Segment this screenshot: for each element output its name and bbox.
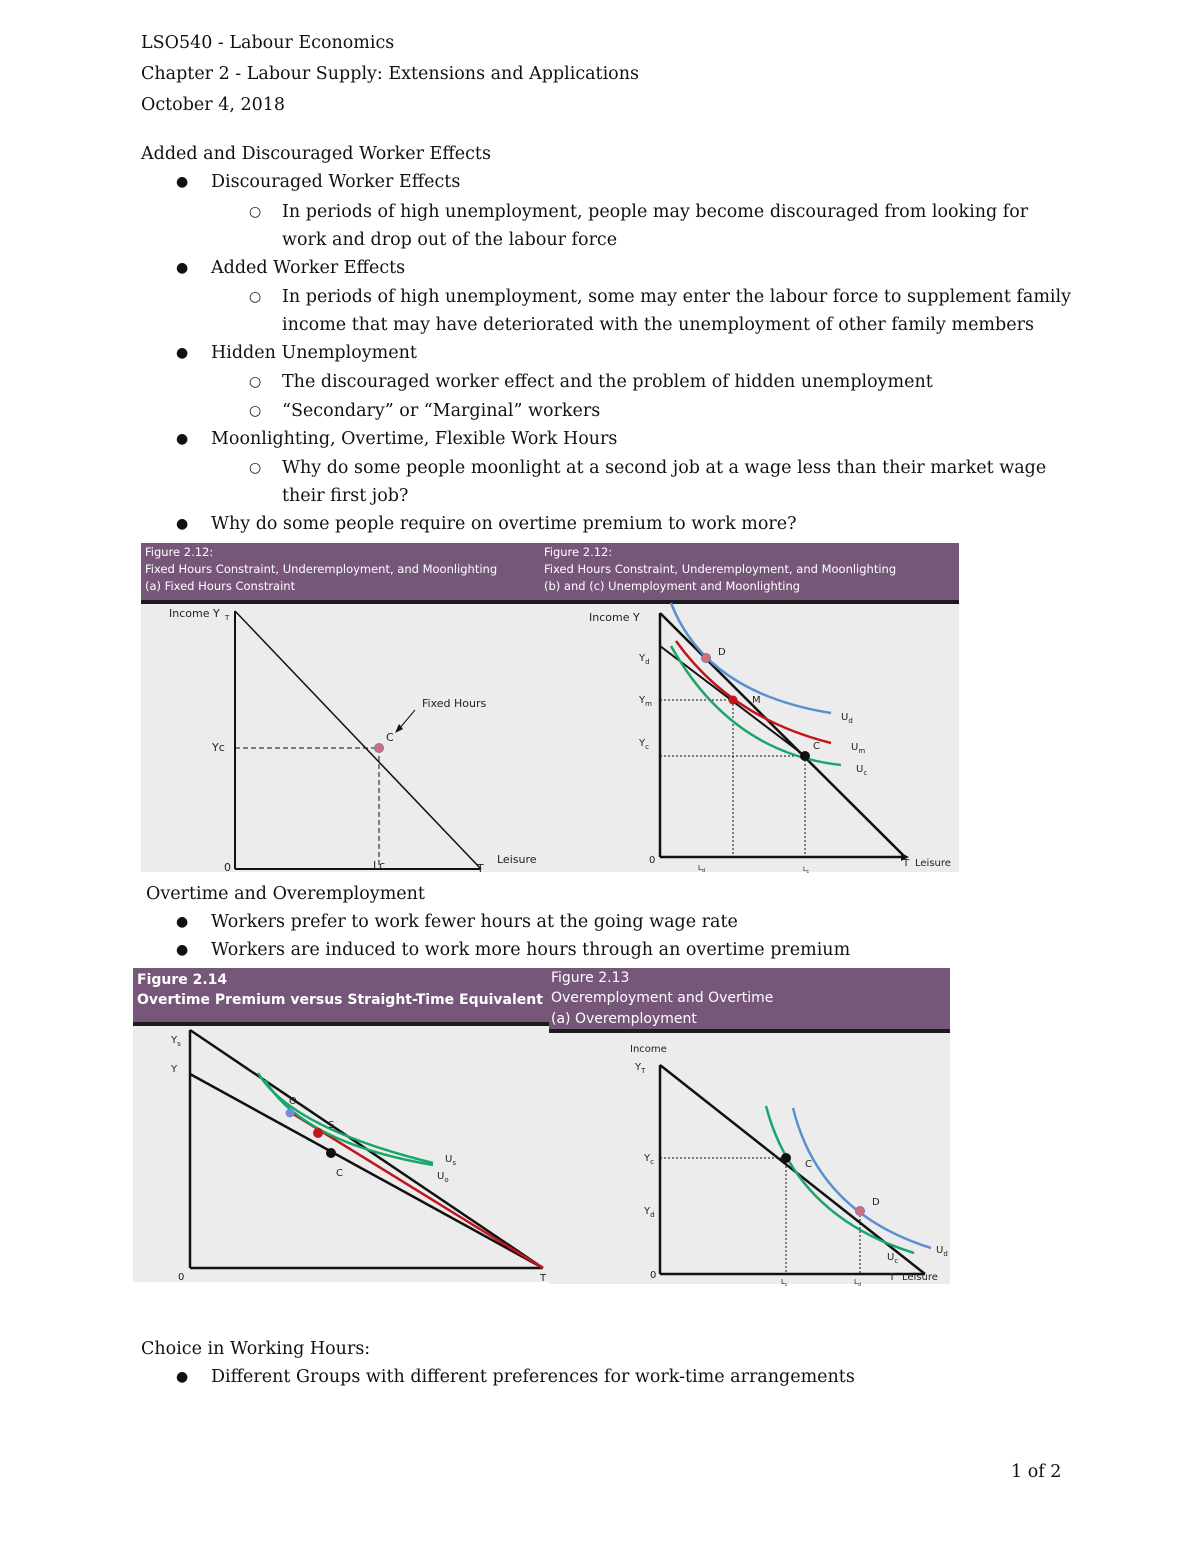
section-title: Added and Discouraged Worker Effects — [141, 144, 491, 164]
point-o — [286, 1109, 295, 1118]
sub-bullet-circle: ○ — [249, 204, 262, 220]
curve-label — [437, 1171, 449, 1184]
tick-label: Yc — [212, 741, 225, 754]
curve-symbol: U — [887, 1252, 895, 1263]
curve-label — [936, 1245, 948, 1258]
bullet-dot: ● — [176, 431, 189, 447]
bullet-item: Moonlighting, Overtime, Flexible Work Hours — [211, 429, 618, 449]
axis-label: Income Y — [169, 607, 220, 620]
tick-subscript: s — [177, 1040, 181, 1048]
curve-subscript: d — [943, 1250, 948, 1258]
budget-line — [660, 613, 905, 857]
curve-symbol: U — [841, 712, 849, 723]
tick-symbol: Y — [639, 695, 646, 706]
tick-symbol: Y — [644, 1206, 651, 1217]
annotation-label: Fixed Hours — [422, 697, 487, 710]
tick-label — [854, 1278, 861, 1288]
tick-label: T — [477, 862, 484, 875]
tick-symbol: Y — [171, 1035, 178, 1046]
curve-subscript: c — [863, 769, 868, 777]
curve-symbol: U — [856, 764, 864, 775]
sub-bullet-text: In periods of high unemployment, some may enter the labour force to supplement family — [282, 287, 1072, 307]
bullet-dot: ● — [176, 1369, 189, 1385]
tick-subscript: m — [645, 700, 652, 708]
sub-bullet-text: “Secondary” or “Marginal” workers — [282, 401, 601, 421]
figure-subtitle: (b) and (c) Unemployment and Moonlighting — [544, 579, 801, 593]
figure-2-13-graph — [549, 968, 950, 1288]
document-date: October 4, 2018 — [141, 95, 285, 115]
point-label: C — [336, 1168, 343, 1179]
tick-label — [643, 1206, 655, 1219]
tick-label: T — [540, 1273, 547, 1284]
bullet-item: Workers prefer to work fewer hours at the going wage rate — [211, 912, 738, 932]
point-d — [856, 1207, 865, 1216]
bullet-item: Hidden Unemployment — [211, 343, 417, 363]
indifference-curve-ud — [793, 1108, 931, 1248]
curve-symbol: U — [437, 1171, 445, 1182]
curve-symbol: U — [851, 742, 859, 753]
bullet-item: Added Worker Effects — [211, 258, 406, 278]
axis-label-subscript: T — [225, 614, 230, 622]
figure-2-12bc-graph — [541, 543, 959, 875]
curve-symbol: U — [936, 1245, 944, 1256]
tick-subscript: d — [650, 1211, 655, 1219]
tick-subscript: c — [784, 1282, 788, 1288]
point-label: C — [805, 1159, 812, 1170]
tick-symbol: L — [698, 864, 702, 872]
curve-label — [445, 1154, 456, 1167]
figure-title: Overemployment and Overtime — [551, 990, 774, 1006]
tick-symbol: Y — [639, 738, 646, 749]
page-number: 1 of 2 — [1011, 1462, 1062, 1482]
point-s — [313, 1128, 323, 1138]
point-c — [800, 751, 810, 761]
bullet-dot: ● — [176, 516, 189, 532]
sub-bullet-text: The discouraged worker effect and the problem of hidden unemployment — [282, 372, 933, 392]
point-label: O — [289, 1096, 297, 1107]
point-m — [729, 696, 738, 705]
tick-label — [643, 1153, 654, 1166]
figure-2-12a — [141, 543, 541, 875]
axis-label: Leisure — [902, 1272, 938, 1283]
curve-label — [841, 712, 853, 725]
bullet-item: Different Groups with different preferences for work-time arrangements — [211, 1367, 855, 1387]
tick-label — [170, 1035, 181, 1048]
sub-bullet-text: Why do some people moonlight at a second job at a wage less than their market wage — [282, 458, 1047, 478]
tick-subscript: d — [701, 868, 706, 874]
origin-label: 0 — [650, 1270, 657, 1281]
curve-label — [856, 764, 867, 777]
bullet-dot: ● — [176, 942, 189, 958]
chapter-title: Chapter 2 - Labour Supply: Extensions and Applications — [141, 64, 639, 84]
tick-symbol: Y — [639, 653, 646, 664]
point-label: S — [328, 1120, 335, 1131]
indifference-curve-ud — [671, 603, 831, 713]
curve-subscript: d — [848, 717, 853, 725]
axis-label: Income Y — [589, 611, 640, 624]
point-c — [781, 1153, 791, 1163]
tick-label — [638, 695, 652, 708]
tick-label — [638, 738, 649, 751]
sub-bullet-text: their first job? — [282, 486, 409, 506]
figure-2-14 — [133, 968, 549, 1282]
point-c — [326, 1148, 336, 1158]
point-label: C — [386, 731, 394, 744]
figure-subtitle: (a) Overemployment — [551, 1011, 697, 1027]
sub-bullet-circle: ○ — [249, 289, 262, 305]
bullet-item: Workers are induced to work more hours through an overtime premium — [211, 940, 851, 960]
figure-2-12bc — [541, 543, 959, 875]
tick-subscript: d — [857, 1282, 862, 1288]
origin-label: 0 — [649, 855, 656, 866]
budget-line — [235, 611, 481, 869]
point-c — [375, 744, 384, 753]
bullet-dot: ● — [176, 914, 189, 930]
figure-2-13 — [549, 968, 950, 1288]
tick-label — [638, 653, 650, 666]
indifference-curve-uo — [265, 1080, 433, 1165]
arrow-line — [399, 710, 415, 729]
tick-subscript: c — [806, 869, 810, 875]
tick-subscript: c — [645, 743, 649, 751]
bullet-item: Why do some people require on overtime premium to work more? — [211, 514, 797, 534]
regular-budget-line — [190, 1074, 543, 1268]
tick-label: Y — [171, 1064, 178, 1075]
sub-bullet-circle: ○ — [249, 460, 262, 476]
figure-title: Fixed Hours Constraint, Underemployment, and Moonlighting — [544, 562, 897, 576]
figure-number: Figure 2.12: — [544, 545, 613, 559]
curve-label — [887, 1252, 898, 1265]
curve-symbol: U — [445, 1154, 453, 1165]
tick-label: Lc — [373, 859, 386, 872]
tick-subscript: d — [645, 658, 650, 666]
sub-bullet-circle: ○ — [249, 374, 262, 390]
curve-subscript: m — [858, 747, 866, 755]
tick-subscript: c — [650, 1158, 654, 1166]
sub-bullet-text: work and drop out of the labour force — [282, 230, 618, 250]
point-label: M — [752, 695, 761, 706]
origin-label: 0 — [224, 861, 231, 874]
bullet-dot: ● — [176, 174, 189, 190]
tick-label: T — [889, 1272, 896, 1283]
section-title: Choice in Working Hours: — [141, 1339, 371, 1359]
point-label: C — [813, 741, 820, 752]
section-title: Overtime and Overemployment — [146, 884, 425, 904]
point-d — [702, 654, 711, 663]
figure-2-12a-graph — [141, 543, 541, 875]
sub-bullet-circle: ○ — [249, 403, 262, 419]
tick-symbol: L — [854, 1278, 858, 1286]
curve-subscript: s — [452, 1159, 456, 1167]
figure-title: Fixed Hours Constraint, Underemployment, and Moonlighting — [145, 562, 498, 576]
figure-2-14-graph — [133, 968, 549, 1282]
curve-label — [851, 742, 865, 755]
figure-number: Figure 2.12: — [145, 545, 214, 559]
bullet-item: Discouraged Worker Effects — [211, 172, 461, 192]
tick-symbol: Y — [644, 1153, 651, 1164]
point-label: D — [718, 647, 726, 658]
axis-label: Leisure — [497, 853, 537, 866]
tick-subscript: T — [641, 1067, 646, 1075]
origin-label: 0 — [178, 1272, 185, 1283]
curve-subscript: o — [444, 1176, 449, 1184]
tick-label — [803, 866, 809, 875]
axis-label: Income — [630, 1044, 667, 1055]
figure-number: Figure 2.14 — [137, 972, 228, 988]
figure-subtitle: (a) Fixed Hours Constraint — [145, 579, 296, 593]
indifference-curve-us — [258, 1073, 433, 1163]
point-label: D — [872, 1197, 880, 1208]
sub-bullet-text: income that may have deteriorated with the unemployment of other family members — [282, 315, 1034, 335]
tick-symbol: L — [781, 1278, 785, 1286]
axis-label: Leisure — [915, 858, 951, 869]
figure-title: Overtime Premium versus Straight-Time Equivalent — [137, 992, 543, 1008]
tick-label — [634, 1062, 646, 1075]
tick-label: T — [903, 858, 910, 869]
course-title: LSO540 - Labour Economics — [141, 33, 395, 53]
indifference-curve-um — [676, 641, 831, 743]
tick-symbol: L — [803, 866, 807, 873]
overtime-budget-line — [290, 1112, 543, 1268]
figure-number: Figure 2.13 — [551, 970, 630, 986]
bullet-dot: ● — [176, 260, 189, 276]
curve-subscript: c — [894, 1257, 899, 1265]
tick-label — [781, 1278, 788, 1288]
bullet-dot: ● — [176, 345, 189, 361]
sub-bullet-text: In periods of high unemployment, people may become discouraged from looking for — [282, 202, 1029, 222]
tick-label — [698, 864, 705, 874]
tick-symbol: Y — [635, 1062, 642, 1073]
